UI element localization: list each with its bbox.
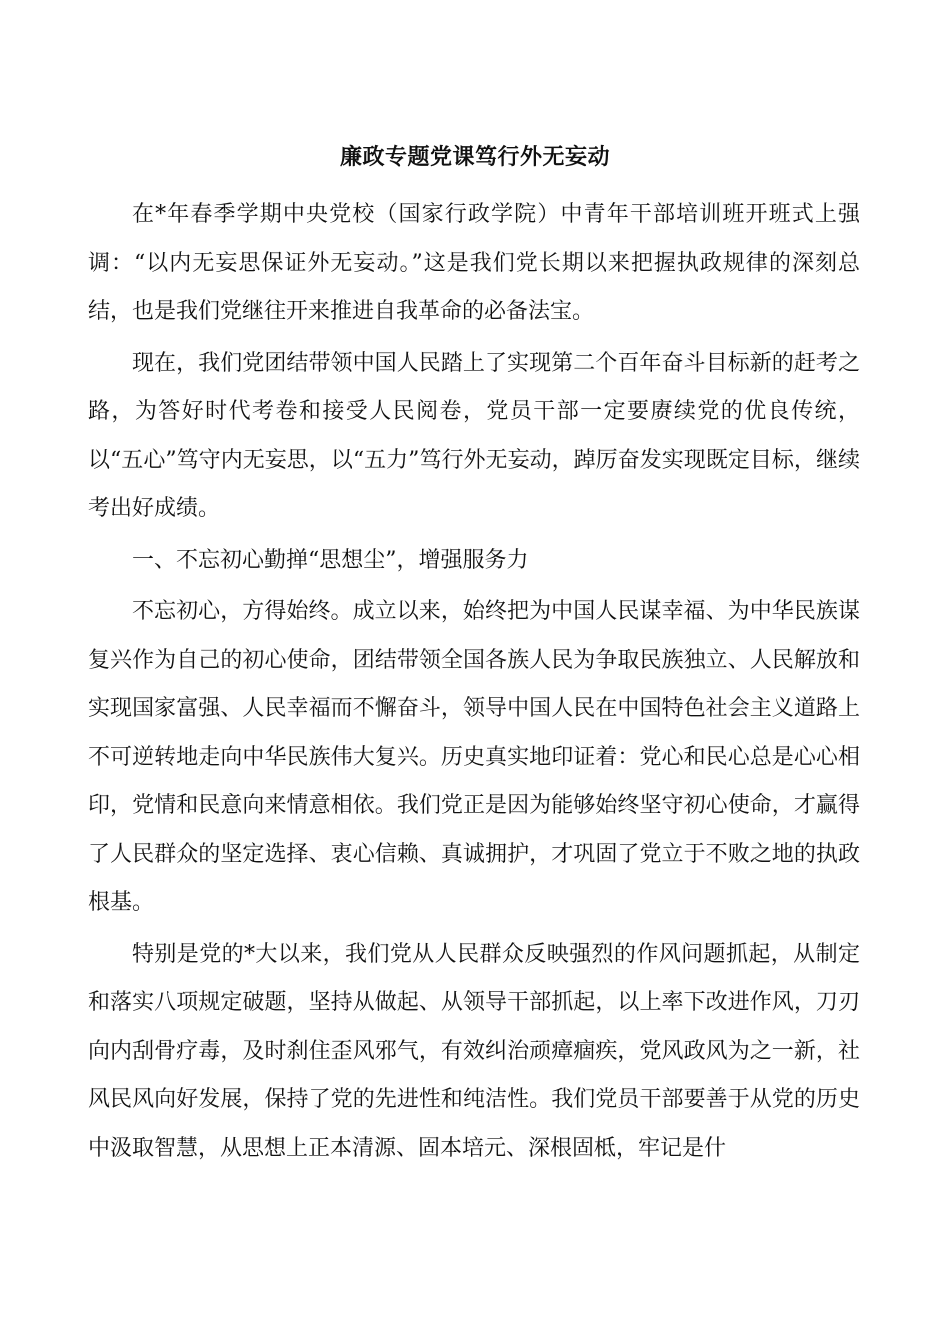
document-body	[88, 191, 860, 1173]
section-heading-1: 一、不忘初心勤掸“思想尘”，增强服务力	[132, 547, 529, 573]
paragraph-original-aspiration: 不忘初心，方得始终。成立以来，始终把为中国人民谋幸福、为中华民族谋复兴作为自己的初心使命，团结带领全国各族人民为争取民族独立、人民解放和实现国家富强、人民幸福而不懈奋斗，领导中国人民在中国特色社会主义道路上不可逆转地走向中华民族伟大复兴。历史真实地印证着：党心和民心总是心心相印，党情和民意向来情意相依。我们党正是因为能够始终坚守初心使命，才赢得了人民群众的坚定选择、衷心信赖、真诚拥护，才巩固了党立于不败之地的执政根基。	[88, 599, 860, 915]
paragraph-conduct: 特别是党的*大以来，我们党从人民群众反映强烈的作风问题抓起，从制定和落实八项规定破题，坚持从做起、从领导干部抓起，以上率下改进作风，刀刃向内刮骨疗毒，及时刹住歪风邪气，有效纠治顽瘴痼疾，党风政风为之一新，社风民风向好发展，保持了党的先进性和纯洁性。我们党员干部要善于从党的历史中汲取智慧，从思想上正本清源、固本培元、深根固柢，牢记是什	[88, 941, 860, 1161]
paragraph-intro: 在*年春季学期中央党校（国家行政学院）中青年干部培训班开班式上强调：“以内无妄思保证外无妄动。”这是我们党长期以来把握执政规律的深刻总结，也是我们党继往开来推进自我革命的必备法宝。	[88, 202, 860, 324]
paragraph-context: 现在，我们党团结带领中国人民踏上了实现第二个百年奋斗目标新的赶考之路，为答好时代考卷和接受人民阅卷，党员干部一定要赓续党的优良传统，以“五心”笃守内无妄思，以“五力”笃行外无妄动，踔厉奋发实现既定目标，继续考出好成绩。	[88, 350, 860, 521]
document-title: 廉政专题党课笃行外无妄动	[339, 145, 610, 170]
